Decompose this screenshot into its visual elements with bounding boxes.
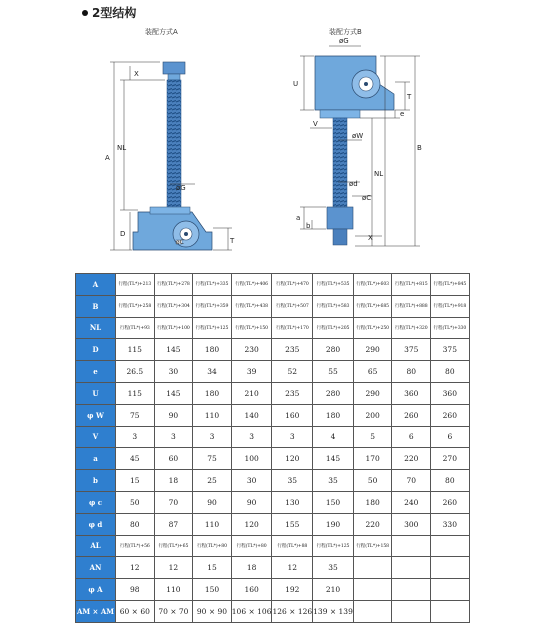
table-cell: 155 [272, 513, 313, 535]
dim-b-w-label: øW [352, 132, 364, 140]
table-cell: 行程(TL*)+685 [353, 295, 392, 317]
table-cell: 行程(TL*)+320 [392, 317, 431, 339]
table-cell: 15 [193, 557, 232, 579]
table-row [76, 274, 470, 296]
table-cell: 75 [193, 448, 232, 470]
table-cell: 行程(TL*)+888 [392, 295, 431, 317]
drawing-a-gear-housing [133, 212, 212, 250]
table-cell: 行程(TL*)+258 [116, 295, 155, 317]
dim-c-label: øC [176, 239, 184, 246]
table-row [76, 557, 470, 579]
table-cell: 行程(TL*)+65 [154, 535, 193, 557]
table-cell: 180 [193, 382, 232, 404]
drawing-b [293, 37, 422, 246]
row-parameter-label: φ d [76, 513, 116, 535]
table-cell: 35 [272, 470, 313, 492]
table-cell: 行程(TL*)+535 [313, 274, 354, 296]
table-cell: 190 [313, 513, 354, 535]
table-cell: 行程(TL*)+330 [431, 317, 470, 339]
table-cell: 110 [193, 404, 232, 426]
section-title-text: 2型结构 [92, 6, 137, 20]
table-cell: 52 [272, 361, 313, 383]
table-cell: 150 [193, 579, 232, 601]
row-parameter-label: AN [76, 557, 116, 579]
row-parameter-label: a [76, 448, 116, 470]
table-cell: 170 [353, 448, 392, 470]
table-cell: 3 [193, 426, 232, 448]
table-cell: 60 × 60 [116, 600, 155, 622]
table-cell [431, 557, 470, 579]
dim-a-label: A [105, 154, 110, 162]
dim-b-bb-label: b [306, 222, 311, 230]
table-cell: 35 [313, 557, 354, 579]
dim-b-d-label: ød [349, 180, 358, 188]
table-row [76, 382, 470, 404]
table-cell: 80 [431, 470, 470, 492]
table-cell: 180 [193, 339, 232, 361]
table-cell: 行程(TL*)+213 [116, 274, 155, 296]
table-cell: 70 × 70 [154, 600, 193, 622]
table-cell: 290 [353, 382, 392, 404]
dim-b-b-label: B [417, 144, 422, 152]
table-cell: 行程(TL*)+359 [193, 295, 232, 317]
table-cell: 行程(TL*)+603 [353, 274, 392, 296]
table-cell: 行程(TL*)+88 [272, 535, 313, 557]
table-cell: 行程(TL*)+100 [154, 317, 193, 339]
table-cell: 行程(TL*)+406 [231, 274, 272, 296]
row-parameter-label: AL [76, 535, 116, 557]
table-cell: 行程(TL*)+150 [231, 317, 272, 339]
table-cell: 260 [392, 404, 431, 426]
table-cell: 行程(TL*)+507 [272, 295, 313, 317]
table-cell: 34 [193, 361, 232, 383]
dim-x-label: X [134, 70, 139, 78]
table-row [76, 361, 470, 383]
table-cell: 行程(TL*)+304 [154, 295, 193, 317]
row-parameter-label: e [76, 361, 116, 383]
table-cell: 18 [231, 557, 272, 579]
dim-g-label: øG [176, 184, 186, 192]
table-cell: 12 [116, 557, 155, 579]
drawing-a-title: 装配方式A [145, 28, 178, 36]
table-cell: 50 [116, 491, 155, 513]
table-row [76, 295, 470, 317]
table-cell: 130 [272, 491, 313, 513]
table-cell: 360 [431, 382, 470, 404]
table-cell: 290 [353, 339, 392, 361]
table-cell: 200 [353, 404, 392, 426]
table-cell: 150 [313, 491, 354, 513]
table-cell: 4 [313, 426, 354, 448]
row-parameter-label: φ c [76, 491, 116, 513]
row-parameter-label: φ W [76, 404, 116, 426]
table-cell [431, 579, 470, 601]
table-cell: 12 [272, 557, 313, 579]
dim-d-label: D [120, 230, 126, 238]
row-parameter-label: b [76, 470, 116, 492]
table-cell: 25 [193, 470, 232, 492]
table-cell: 3 [231, 426, 272, 448]
table-cell: 3 [272, 426, 313, 448]
table-cell: 210 [313, 579, 354, 601]
table-cell: 30 [154, 361, 193, 383]
table-cell: 210 [231, 382, 272, 404]
table-cell: 75 [116, 404, 155, 426]
table-cell [392, 535, 431, 557]
table-cell: 行程(TL*)+125 [313, 535, 354, 557]
table-cell: 行程(TL*)+125 [193, 317, 232, 339]
table-cell: 6 [392, 426, 431, 448]
dim-b-e-label: e [400, 110, 405, 118]
table-cell: 115 [116, 382, 155, 404]
dim-b-a-label: a [296, 214, 301, 222]
table-cell: 行程(TL*)+583 [313, 295, 354, 317]
table-cell: 110 [154, 579, 193, 601]
table-cell: 145 [154, 382, 193, 404]
table-cell [353, 579, 392, 601]
table-cell: 192 [272, 579, 313, 601]
table-row [76, 513, 470, 535]
table-cell: 行程(TL*)+170 [272, 317, 313, 339]
table-cell: 270 [431, 448, 470, 470]
table-cell: 35 [313, 470, 354, 492]
drawing-a [105, 62, 235, 250]
table-cell: 6 [431, 426, 470, 448]
table-cell [392, 557, 431, 579]
table-cell: 70 [154, 491, 193, 513]
table-cell: 行程(TL*)+438 [231, 295, 272, 317]
table-cell: 80 [116, 513, 155, 535]
table-cell: 15 [116, 470, 155, 492]
table-cell: 30 [231, 470, 272, 492]
table-cell [392, 600, 431, 622]
table-cell: 260 [431, 491, 470, 513]
drawing-b-flange [327, 207, 353, 229]
row-parameter-label: A [76, 274, 116, 296]
table-cell: 行程(TL*)+335 [193, 274, 232, 296]
table-cell: 100 [231, 448, 272, 470]
table-cell: 160 [231, 579, 272, 601]
dim-b-nl-label: NL [374, 170, 384, 178]
table-cell: 375 [392, 339, 431, 361]
table-row [76, 317, 470, 339]
table-cell: 120 [231, 513, 272, 535]
table-cell: 行程(TL*)+250 [353, 317, 392, 339]
table-cell: 235 [272, 339, 313, 361]
table-cell: 145 [313, 448, 354, 470]
table-cell [431, 535, 470, 557]
table-cell: 230 [231, 339, 272, 361]
dim-b-g-label: øG [339, 37, 349, 45]
assembly-drawings [0, 0, 541, 272]
table-cell: 90 [231, 491, 272, 513]
table-cell: 3 [116, 426, 155, 448]
dim-b-t-label: T [407, 93, 412, 101]
table-cell: 65 [353, 361, 392, 383]
dim-b-u-label: U [293, 80, 299, 88]
table-cell: 5 [353, 426, 392, 448]
table-cell: 12 [154, 557, 193, 579]
table-cell: 50 [353, 470, 392, 492]
table-cell: 220 [353, 513, 392, 535]
table-cell: 180 [313, 404, 354, 426]
table-row [76, 491, 470, 513]
table-row [76, 470, 470, 492]
table-cell: 87 [154, 513, 193, 535]
table-cell: 139 × 139 [313, 600, 354, 622]
table-cell: 55 [313, 361, 354, 383]
table-cell: 120 [272, 448, 313, 470]
table-cell: 行程(TL*)+205 [313, 317, 354, 339]
table-cell: 98 [116, 579, 155, 601]
table-cell [431, 600, 470, 622]
table-cell: 110 [193, 513, 232, 535]
table-cell: 90 × 90 [193, 600, 232, 622]
table-cell: 140 [231, 404, 272, 426]
table-row [76, 579, 470, 601]
table-cell: 280 [313, 339, 354, 361]
table-cell: 115 [116, 339, 155, 361]
table-cell: 60 [154, 448, 193, 470]
table-cell: 90 [154, 404, 193, 426]
table-cell: 行程(TL*)+278 [154, 274, 193, 296]
row-parameter-label: φ A [76, 579, 116, 601]
table-cell: 26.5 [116, 361, 155, 383]
table-cell: 106 × 106 [231, 600, 272, 622]
table-cell: 180 [353, 491, 392, 513]
drawing-b-title: 装配方式B [329, 28, 362, 36]
table-cell: 行程(TL*)+815 [392, 274, 431, 296]
table-cell: 220 [392, 448, 431, 470]
table-cell: 行程(TL*)+80 [231, 535, 272, 557]
row-parameter-label: D [76, 339, 116, 361]
row-parameter-label: AM × AM [76, 600, 116, 622]
table-cell: 行程(TL*)+918 [431, 295, 470, 317]
table-cell: 80 [431, 361, 470, 383]
table-cell: 行程(TL*)+470 [272, 274, 313, 296]
table-cell: 260 [431, 404, 470, 426]
table-cell: 160 [272, 404, 313, 426]
row-parameter-label: U [76, 382, 116, 404]
dim-b-v-label: V [313, 120, 318, 128]
table-cell: 18 [154, 470, 193, 492]
table-cell: 行程(TL*)+80 [193, 535, 232, 557]
table-row [76, 426, 470, 448]
table-cell [353, 557, 392, 579]
drawing-a-end-cap [163, 62, 185, 74]
spec-table [75, 273, 470, 623]
table-cell: 240 [392, 491, 431, 513]
table-cell: 行程(TL*)+845 [431, 274, 470, 296]
dim-b-c-label: øC [362, 194, 372, 202]
table-cell: 39 [231, 361, 272, 383]
table-row [76, 339, 470, 361]
table-cell: 80 [392, 361, 431, 383]
table-row [76, 404, 470, 426]
dim-t-label: T [230, 237, 235, 245]
table-row [76, 600, 470, 622]
table-cell: 145 [154, 339, 193, 361]
table-cell: 70 [392, 470, 431, 492]
row-parameter-label: NL [76, 317, 116, 339]
table-cell: 行程(TL*)+56 [116, 535, 155, 557]
table-cell: 280 [313, 382, 354, 404]
table-cell: 行程(TL*)+158 [353, 535, 392, 557]
table-cell: 235 [272, 382, 313, 404]
table-cell: 3 [154, 426, 193, 448]
table-cell: 126 × 126 [272, 600, 313, 622]
table-cell: 45 [116, 448, 155, 470]
table-cell: 90 [193, 491, 232, 513]
table-cell: 330 [431, 513, 470, 535]
table-cell: 行程(TL*)+93 [116, 317, 155, 339]
row-parameter-label: B [76, 295, 116, 317]
table-row [76, 448, 470, 470]
dim-b-x-label: X [368, 234, 373, 242]
table-cell: 360 [392, 382, 431, 404]
table-cell: 300 [392, 513, 431, 535]
table-cell [392, 579, 431, 601]
row-parameter-label: V [76, 426, 116, 448]
table-row [76, 535, 470, 557]
table-cell [353, 600, 392, 622]
dim-nl-label: NL [117, 144, 127, 152]
table-cell: 375 [431, 339, 470, 361]
